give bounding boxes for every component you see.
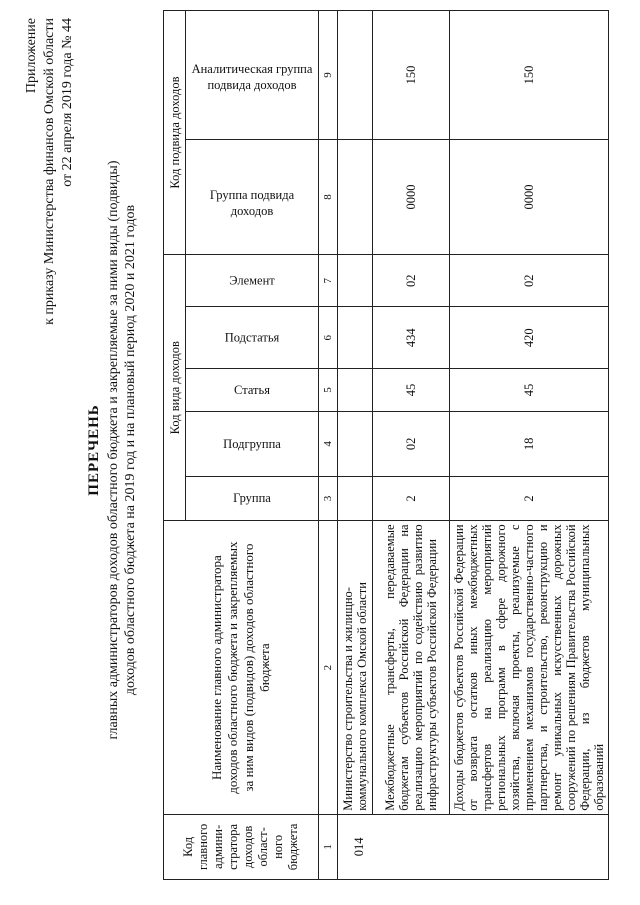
element-cell: 02 <box>450 255 609 307</box>
document-title-line-2: доходов областного бюджета на 2019 год и на плановый период 2020 и 2021 годов <box>123 204 138 696</box>
analytic-group-cell: 150 <box>450 11 609 140</box>
element-cell: 02 <box>373 255 450 307</box>
subarticle-cell: 420 <box>450 307 609 369</box>
revenue-name-cell: Межбюджетные трансферты, передаваемые бюджетам субъектов Российской Федерации на реализацию мероприятий по содействию развитию инфраструктуры субъектов Российской Федерации <box>373 521 450 814</box>
appendix-order-ref: к приказу Министерства финансов Омской области <box>42 18 57 325</box>
admin-name-cell: Министерство строительства и жилищно-коммунального комплекса Омской области <box>338 521 373 814</box>
rotated-document-page <box>20 10 620 890</box>
header-kind-code: Код вида доходов <box>164 255 186 521</box>
subkind-group-cell: 0000 <box>450 140 609 255</box>
article-cell: 45 <box>373 369 450 412</box>
header-analytic-group: Аналитическая группа подвида доходов <box>186 11 319 140</box>
col-number: 1 <box>319 814 338 879</box>
col-number: 6 <box>319 307 338 369</box>
subkind-group-cell: 0000 <box>373 140 450 255</box>
group-cell: 2 <box>373 476 450 521</box>
table-row <box>373 11 450 880</box>
subgroup-cell: 02 <box>373 412 450 477</box>
col-number: 3 <box>319 476 338 521</box>
header-subarticle: Подстатья <box>186 307 319 369</box>
table-row-admin <box>338 11 373 880</box>
column-number-row <box>319 11 338 880</box>
col-number: 2 <box>319 521 338 814</box>
table-row <box>450 11 609 880</box>
header-subkind-code: Код подвида доходов <box>164 11 186 255</box>
document-heading: ПЕРЕЧЕНЬ <box>86 404 102 496</box>
appendix-order-date: от 22 апреля 2019 года № 44 <box>60 18 75 187</box>
subarticle-cell: 434 <box>373 307 450 369</box>
analytic-group-cell: 150 <box>373 11 450 140</box>
admin-code-cell: 014 <box>338 814 609 879</box>
header-article: Статья <box>186 369 319 412</box>
header-admin-code: Код главного админи-стратора доходов област-ного бюджета <box>164 814 319 879</box>
header-element: Элемент <box>186 255 319 307</box>
header-subgroup: Подгруппа <box>186 412 319 477</box>
header-name: Наименование главного администратора доходов областного бюджета и закрепляемых за ним видов (подвидов) доходов областного бюджета <box>164 521 319 814</box>
col-number: 4 <box>319 412 338 477</box>
col-number: 5 <box>319 369 338 412</box>
appendix-label: Приложение <box>24 18 39 94</box>
col-number: 9 <box>319 11 338 140</box>
subgroup-cell: 18 <box>450 412 609 477</box>
article-cell: 45 <box>450 369 609 412</box>
table-header-row-1 <box>164 11 186 880</box>
document-title-line-1: главных администраторов доходов областного бюджета и закрепляемые за ними виды (подвиды) <box>106 160 121 740</box>
col-number: 7 <box>319 255 338 307</box>
revenue-name-cell: Доходы бюджетов субъектов Российской Федерации от возврата остатков иных межбюджетных трансфертов на реализацию мероприятий региональных программ в сфере дорожного хозяйства, включая проекты, реализуемые с применением механизмов государственно-частного партнерства, и строительство, реконструкцию и ремонт уникальных искусственных дорожных сооружений по решениям Правительства Российской Федерации, из бюджетов муниципальных образований <box>450 521 609 814</box>
group-cell: 2 <box>450 476 609 521</box>
header-group: Группа <box>186 476 319 521</box>
col-number: 8 <box>319 140 338 255</box>
header-subkind-group: Группа подвида доходов <box>186 140 319 255</box>
revenue-administrators-table <box>163 10 609 880</box>
